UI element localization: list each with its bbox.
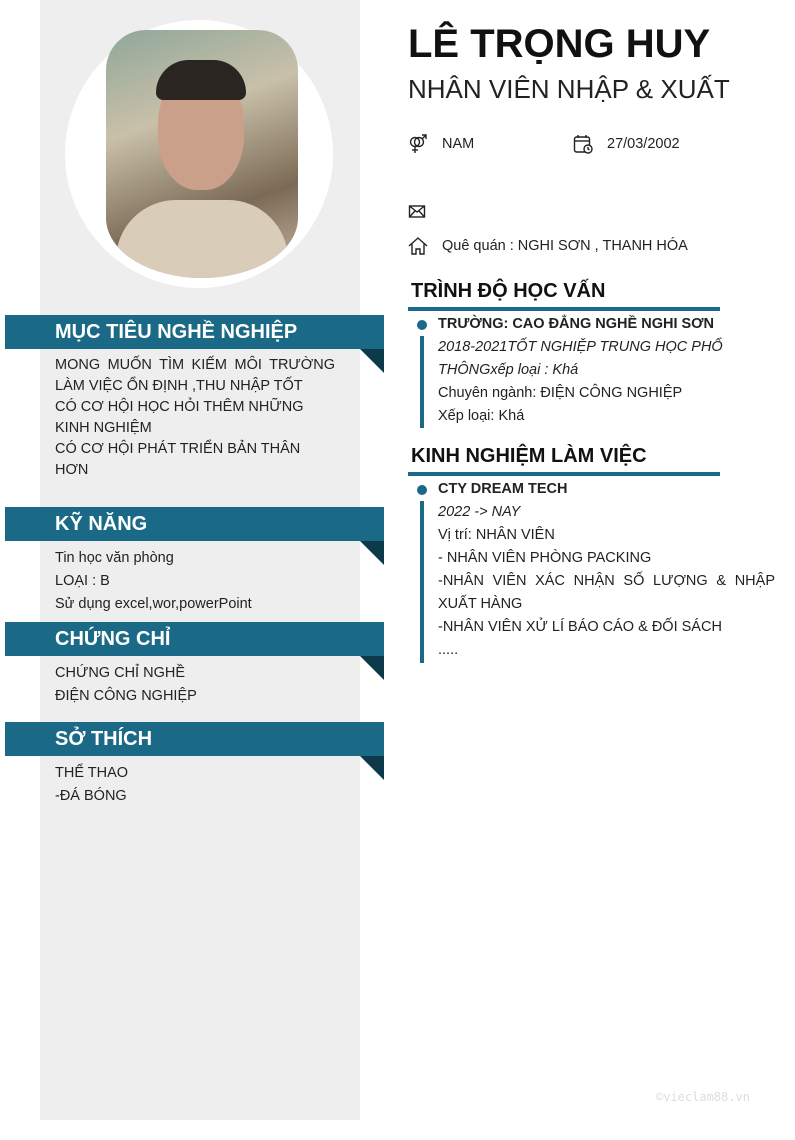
gender-icon [408, 134, 428, 154]
experience-line: Vị trí: NHÂN VIÊN [438, 527, 555, 543]
objective-text [55, 355, 335, 481]
banner-fold [360, 756, 384, 780]
company-name: CTY DREAM TECH [438, 481, 568, 497]
experience-line: -NHÂN VIÊN XÁC NHẬN SỐ LƯỢNG & NHẬP XUẤT HÀNG [438, 573, 775, 612]
full-name: LÊ TRỌNG HUY [408, 22, 711, 66]
section-education-title: TRÌNH ĐỘ HỌC VẤN [411, 280, 606, 302]
section-objective-title: MỤC TIÊU NGHỀ NGHIỆP [5, 315, 384, 349]
skill-line: LOẠI : B [55, 573, 110, 589]
banner-fold [360, 656, 384, 680]
school-name: TRƯỜNG: CAO ĐẲNG NGHỀ NGHI SƠN [438, 316, 715, 332]
hobby-line: THỂ THAO [55, 765, 129, 781]
email-row [408, 202, 442, 222]
timeline-bar [420, 501, 424, 663]
banner-fold [360, 349, 384, 373]
experience-line: -NHÂN VIÊN XỬ LÍ BÁO CÁO & ĐỐI SÁCH [438, 619, 722, 635]
section-experience-title: KINH NGHIỆM LÀM VIỆC [411, 445, 647, 467]
avatar [106, 30, 298, 278]
banner-fold [360, 541, 384, 565]
skills-text [55, 547, 316, 616]
education-rank: Xếp loại: Khá [438, 408, 525, 424]
experience-line: - NHÂN VIÊN PHÒNG PACKING [438, 550, 652, 566]
email-icon [408, 202, 428, 222]
dob-row [573, 134, 680, 154]
job-title: NHÂN VIÊN NHẬP & XUẤT [408, 74, 730, 104]
calendar-icon [573, 134, 593, 154]
education-period: 2018-2021TỐT NGHIỆP TRUNG HỌC PHỔ THÔNGxếp loại : Khá [438, 339, 723, 378]
gender-row [408, 134, 474, 154]
objective-line: MONG MUỐN TÌM KIẾM MÔI TRƯỜNG LÀM VIỆC ỔN ĐỊNH ,THU NHẬP TỐT [55, 357, 335, 394]
section-skills-title: KỸ NĂNG [5, 507, 384, 541]
certs-text [55, 662, 316, 708]
divider [408, 307, 720, 311]
objective-line: CÓ CƠ HỘI HỌC HỎI THÊM NHỮNG KINH NGHIỆM [55, 399, 304, 436]
watermark: ©vieclam88.vn [656, 1090, 750, 1104]
hobby-line: -ĐÁ BÓNG [55, 788, 127, 804]
hometown-value: Quê quán : NGHI SƠN , THANH HÓA [442, 238, 688, 254]
skill-line: Sử dụng excel,wor,powerPoint [55, 596, 252, 612]
cert-line: ĐIỆN CÔNG NGHIỆP [55, 688, 197, 704]
section-certs-title: CHỨNG CHỈ [5, 622, 384, 656]
gender-value: NAM [442, 136, 475, 152]
hobbies-text [55, 762, 316, 808]
experience-period: 2022 -> NAY [438, 504, 521, 520]
dob-value: 27/03/2002 [607, 136, 680, 152]
objective-line: CÓ CƠ HỘI PHÁT TRIỂN BẢN THÂN HƠN [55, 441, 301, 478]
section-hobbies-title: SỞ THÍCH [5, 722, 384, 756]
divider [408, 472, 720, 476]
timeline-bar [420, 336, 424, 428]
experience-line: ..... [438, 642, 459, 658]
home-icon [408, 236, 428, 256]
bullet-dot [417, 485, 427, 495]
skill-line: Tin học văn phòng [55, 550, 174, 566]
bullet-dot [417, 320, 427, 330]
education-entry [438, 313, 775, 428]
hometown-row [408, 236, 688, 256]
education-major: Chuyên ngành: ĐIỆN CÔNG NGHIỆP [438, 385, 683, 401]
cert-line: CHỨNG CHỈ NGHỀ [55, 665, 185, 681]
experience-entry [438, 478, 775, 662]
